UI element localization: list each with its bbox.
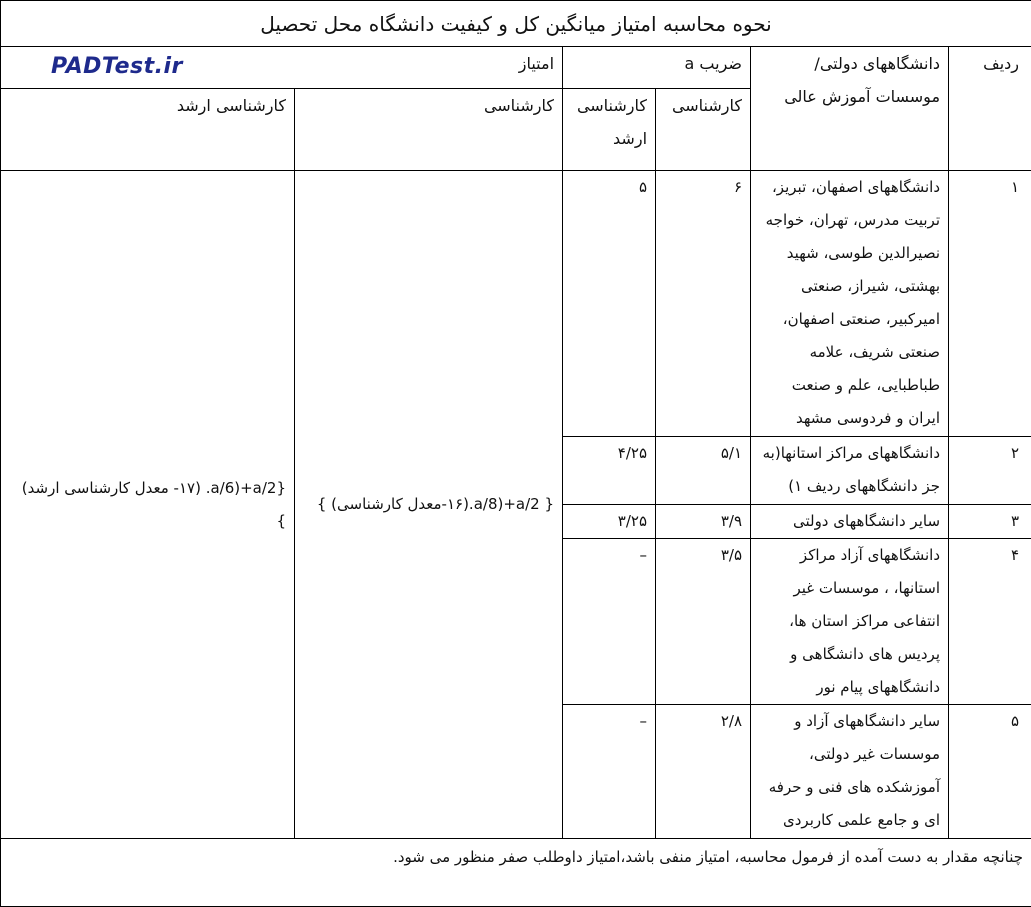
row-4-coef-master: – [563,539,656,705]
row-5-number: ۵ [949,705,1031,839]
row-5-universities: سایر دانشگاههای آزاد و موسسات غیر دولتی، آموزشکده های فنی و حرفه ای و جامع علمی کاربردی [751,705,949,839]
header-score-label: امتیاز [518,54,555,73]
row-1-number: ۱ [949,171,1031,437]
watermark-logo: PADTest.ir [51,54,183,79]
row-2-number: ۲ [949,437,1031,505]
header-coefficient: ضریب a [563,47,751,89]
row-3-coef-master: ۳/۲۵ [563,505,656,539]
row-3-number: ۳ [949,505,1031,539]
row-4-coef-bachelor: ۳/۵ [656,539,751,705]
header-row-number: ردیف [949,47,1031,171]
row-2-coef-master: ۴/۲۵ [563,437,656,505]
row-2-universities: دانشگاههای مراکز استانها(به جز دانشگاههای ردیف ۱) [751,437,949,505]
header-coef-bachelor: کارشناسی [656,89,751,171]
footer-note: چنانچه مقدار به دست آمده از فرمول محاسبه، امتیاز منفی باشد،امتیاز داوطلب صفر منظور می شود. [1,839,1031,907]
formula-bachelor: { a/8)+a/2.(۱۶-معدل کارشناسی) } [295,171,563,839]
header-score [1,47,563,89]
row-5-coef-bachelor: ۲/۸ [656,705,751,839]
row-2-coef-bachelor: ۵/۱ [656,437,751,505]
row-4-universities: دانشگاههای آزاد مراکز استانها، ، موسسات غیر انتفاعی مراکز استان ها، پردیس های دانشگاهی و دانشگاههای پیام نور [751,539,949,705]
row-1-universities: دانشگاههای اصفهان، تبریز، تربیت مدرس، تهران، خواجه نصیرالدین طوسی، شهید بهشتی، شیراز، صنعتی امیرکبیر، صنعتی اصفهان، صنعتی شریف، علامه طباطبایی، علم و صنعت ایران و فردوسی مشهد [751,171,949,437]
header-universities: دانشگاههای دولتی/موسسات آموزش عالی [751,47,949,171]
formula-master: {a/6)+a/2. (۱۷- معدل کارشناسی ارشد) } [1,171,295,839]
row-1-coef-bachelor: ۶ [656,171,751,437]
header-score-bachelor: کارشناسی [295,89,563,171]
table-title: نحوه محاسبه امتیاز میانگین کل و کیفیت دانشگاه محل تحصیل [1,1,1031,47]
header-score-master: کارشناسی ارشد [1,89,295,171]
row-5-coef-master: – [563,705,656,839]
header-coef-master: کارشناسی ارشد [563,89,656,171]
row-1-coef-master: ۵ [563,171,656,437]
row-3-coef-bachelor: ۳/۹ [656,505,751,539]
row-4-number: ۴ [949,539,1031,705]
row-3-universities: سایر دانشگاههای دولتی [751,505,949,539]
